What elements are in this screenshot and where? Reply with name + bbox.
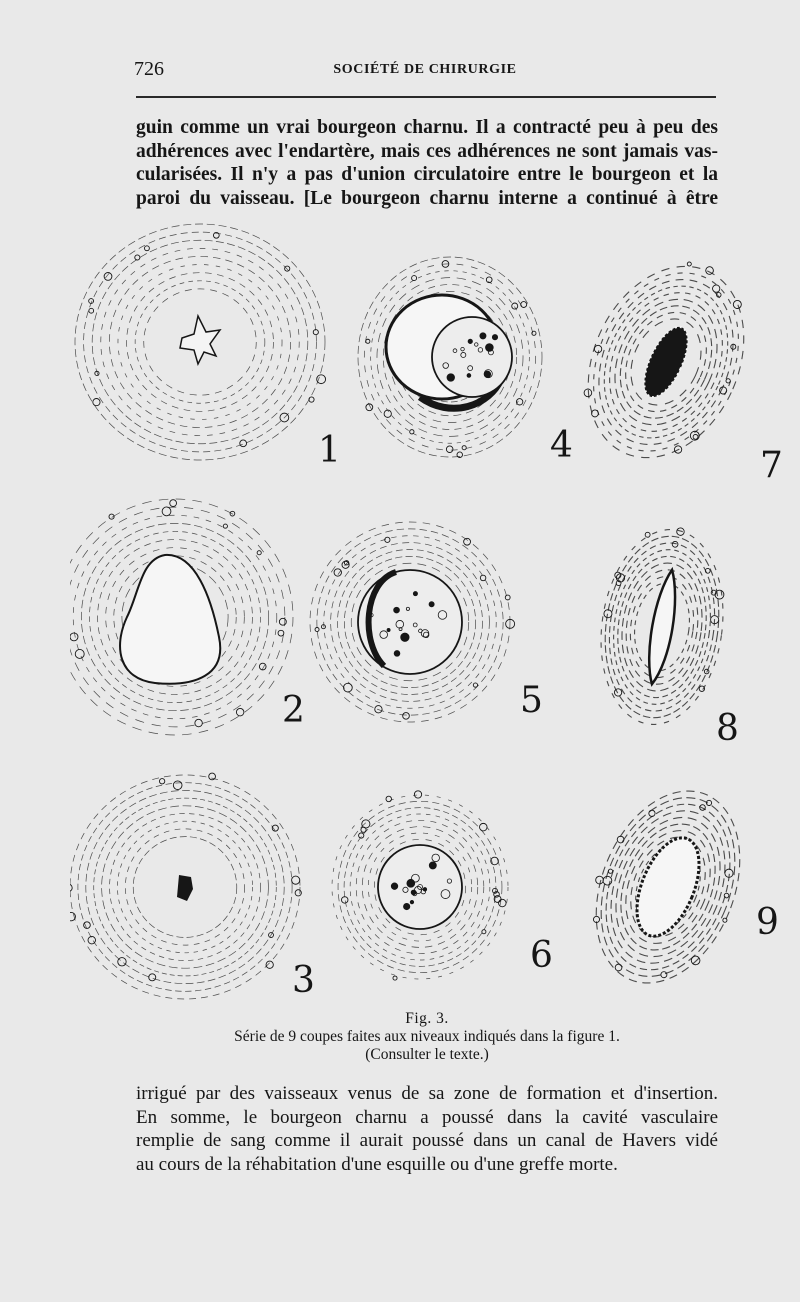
header-rule [136,96,716,98]
vessel-section-5 [310,522,515,722]
vessel-section-4 [358,257,542,458]
text-line: irrigué par des vaisseaux venus de sa zone de formation et d'insertion. [136,1083,718,1104]
page-header [134,58,716,82]
text-line: adhérences avec l'endartère, mais ces adhérences ne sont jamais vas- [136,140,718,162]
section-number-9: 9 [756,902,779,943]
text-line: cularisées. Il n'y a pas d'union circulatoire entre le bourgeon et la [136,164,718,185]
text-line: guin comme un vrai bourgeon charnu. Il a contracté peu à peu des [136,117,718,138]
vessel-section-3 [70,773,301,999]
section-number-2: 2 [282,690,305,731]
section-number-8: 8 [716,708,739,749]
section-number-6: 6 [530,935,553,976]
page-number: 726 [134,58,164,80]
figure-note: (Consulter le texte.) [365,1046,489,1063]
running-head: SOCIÉTÉ DE CHIRURGIE [333,62,517,77]
section-number-1: 1 [318,430,341,471]
text-line: au cours de la réhabitation d'une esquille ou d'une greffe morte. [136,1153,618,1175]
paragraph-top [136,116,718,210]
section-number-7: 7 [760,445,783,486]
text-line: paroi du vaisseau. [Le bourgeon charnu interne a continué à être [136,187,718,209]
text-line: En somme, le bourgeon charnu a poussé dans la cavité vasculaire [136,1106,718,1128]
vessel-section-9 [566,768,768,1005]
vessel-section-8 [589,519,735,732]
figure-label: Fig. 3. [405,1010,449,1027]
section-number-5: 5 [520,680,543,721]
vessel-sections-figure [70,222,790,1012]
vessel-section-6 [332,791,508,980]
section-number-4: 4 [550,425,573,466]
figure-description: Série de 9 coupes faites aux niveaux indiqués dans la figure 1. [234,1028,620,1045]
text-line: remplie de sang comme il aurait poussé dans un canal de Havers vidé [136,1130,718,1151]
section-number-3: 3 [292,960,315,1001]
vessel-section-7 [558,236,775,483]
paragraph-bottom [136,1082,718,1176]
vessel-section-2 [70,499,293,735]
vessel-section-1 [75,224,326,460]
